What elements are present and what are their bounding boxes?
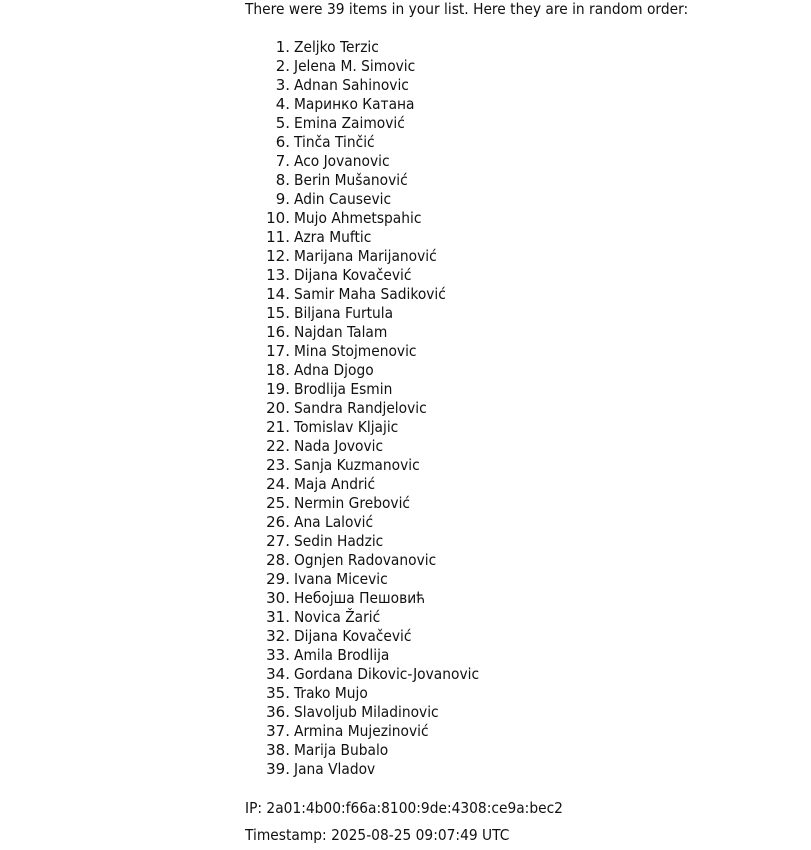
list-item [245, 114, 805, 133]
item-number: 30. [266, 589, 290, 607]
randomized-list [245, 38, 805, 779]
list-item [245, 209, 805, 228]
item-name: Slavoljub Miladinovic [294, 703, 439, 721]
list-item [245, 475, 805, 494]
item-name: Novica Žarić [294, 608, 381, 626]
item-number: 13. [266, 266, 290, 284]
list-item [245, 304, 805, 323]
item-number: 36. [266, 703, 290, 721]
item-number: 29. [266, 570, 290, 588]
item-number: 1. [275, 38, 290, 56]
item-number: 34. [266, 665, 290, 683]
list-item [245, 703, 805, 722]
item-number: 11. [266, 228, 290, 246]
list-item [245, 247, 805, 266]
list-item [245, 133, 805, 152]
item-number: 32. [266, 627, 290, 645]
list-item [245, 266, 805, 285]
item-name: Nermin Grebović [294, 494, 411, 512]
item-number: 20. [266, 399, 290, 417]
item-number: 38. [266, 741, 290, 759]
item-name: Sedin Hadzic [294, 532, 384, 550]
item-name: Emina Zaimović [294, 114, 405, 132]
item-number: 4. [275, 95, 290, 113]
list-item [245, 760, 805, 779]
list-item [245, 399, 805, 418]
list-item [245, 589, 805, 608]
list-item [245, 627, 805, 646]
item-name: Marijana Marijanović [294, 247, 437, 265]
item-name: Zeljko Terzic [294, 38, 379, 56]
item-number: 28. [266, 551, 290, 569]
list-item [245, 228, 805, 247]
item-name: Adnan Sahinovic [294, 76, 409, 94]
list-item [245, 323, 805, 342]
list-item [245, 722, 805, 741]
list-item [245, 57, 805, 76]
result-content [245, 0, 805, 844]
item-name: Sanja Kuzmanovic [294, 456, 420, 474]
list-item [245, 684, 805, 703]
item-name: Dijana Kovačević [294, 266, 412, 284]
item-name: Небојша Пешовић [294, 589, 426, 607]
item-number: 39. [266, 760, 290, 778]
list-item [245, 570, 805, 589]
list-item [245, 513, 805, 532]
item-number: 24. [266, 475, 290, 493]
list-item [245, 608, 805, 627]
item-number: 12. [266, 247, 290, 265]
item-name: Najdan Talam [294, 323, 388, 341]
item-number: 27. [266, 532, 290, 550]
list-item [245, 76, 805, 95]
list-item [245, 665, 805, 684]
item-number: 22. [266, 437, 290, 455]
item-name: Adna Djogo [294, 361, 374, 379]
item-name: Sandra Randjelovic [294, 399, 427, 417]
item-number: 37. [266, 722, 290, 740]
item-number: 7. [275, 152, 290, 170]
item-number: 33. [266, 646, 290, 664]
list-item [245, 38, 805, 57]
item-name: Trako Mujo [294, 684, 368, 702]
item-number: 35. [266, 684, 290, 702]
list-item [245, 152, 805, 171]
item-number: 18. [266, 361, 290, 379]
item-name: Nada Jovovic [294, 437, 384, 455]
item-name: Samir Maha Sadiković [294, 285, 446, 303]
item-name: Adin Causevic [294, 190, 392, 208]
list-item [245, 456, 805, 475]
list-item [245, 285, 805, 304]
item-number: 16. [266, 323, 290, 341]
list-item [245, 342, 805, 361]
ip-address: IP: 2a01:4b00:f66a:8100:9de:4308:ce9a:bec2 [245, 799, 563, 817]
item-number: 5. [275, 114, 290, 132]
item-number: 15. [266, 304, 290, 322]
list-item [245, 171, 805, 190]
item-name: Armina Mujezinović [294, 722, 429, 740]
list-item [245, 361, 805, 380]
item-number: 14. [266, 285, 290, 303]
item-name: Aco Jovanovic [294, 152, 390, 170]
item-number: 25. [266, 494, 290, 512]
item-number: 31. [266, 608, 290, 626]
item-name: Jelena M. Simovic [294, 57, 416, 75]
item-name: Tinča Tinčić [294, 133, 375, 151]
list-item [245, 646, 805, 665]
item-name: Berin Mušanović [294, 171, 408, 189]
item-number: 3. [275, 76, 290, 94]
item-name: Mujo Ahmetspahic [294, 209, 422, 227]
list-item [245, 95, 805, 114]
item-number: 10. [266, 209, 290, 227]
item-number: 26. [266, 513, 290, 531]
item-number: 6. [275, 133, 290, 151]
item-name: Маринко Катана [294, 95, 415, 113]
intro-text: There were 39 items in your list. Here they are in random order: [245, 0, 689, 18]
item-name: Azra Muftic [294, 228, 372, 246]
list-item [245, 551, 805, 570]
item-name: Ana Lalović [294, 513, 374, 531]
list-item [245, 741, 805, 760]
list-item [245, 437, 805, 456]
list-item [245, 190, 805, 209]
item-name: Tomislav Kljajic [294, 418, 399, 436]
item-name: Biljana Furtula [294, 304, 394, 322]
item-number: 17. [266, 342, 290, 360]
item-name: Marija Bubalo [294, 741, 389, 759]
list-item [245, 418, 805, 437]
item-name: Amila Brodlija [294, 646, 390, 664]
list-item [245, 532, 805, 551]
item-name: Ivana Micevic [294, 570, 388, 588]
timestamp: Timestamp: 2025-08-25 09:07:49 UTC [245, 826, 510, 844]
item-name: Dijana Kovačević [294, 627, 412, 645]
item-name: Maja Andrić [294, 475, 376, 493]
item-number: 2. [275, 57, 290, 75]
item-number: 9. [275, 190, 290, 208]
item-name: Brodlija Esmin [294, 380, 393, 398]
item-name: Ognjen Radovanovic [294, 551, 437, 569]
list-item [245, 494, 805, 513]
item-name: Mina Stojmenovic [294, 342, 417, 360]
item-name: Jana Vladov [294, 760, 376, 778]
item-number: 21. [266, 418, 290, 436]
item-number: 8. [275, 171, 290, 189]
item-number: 23. [266, 456, 290, 474]
list-item [245, 380, 805, 399]
item-name: Gordana Dikovic-Jovanovic [294, 665, 480, 683]
item-number: 19. [266, 380, 290, 398]
